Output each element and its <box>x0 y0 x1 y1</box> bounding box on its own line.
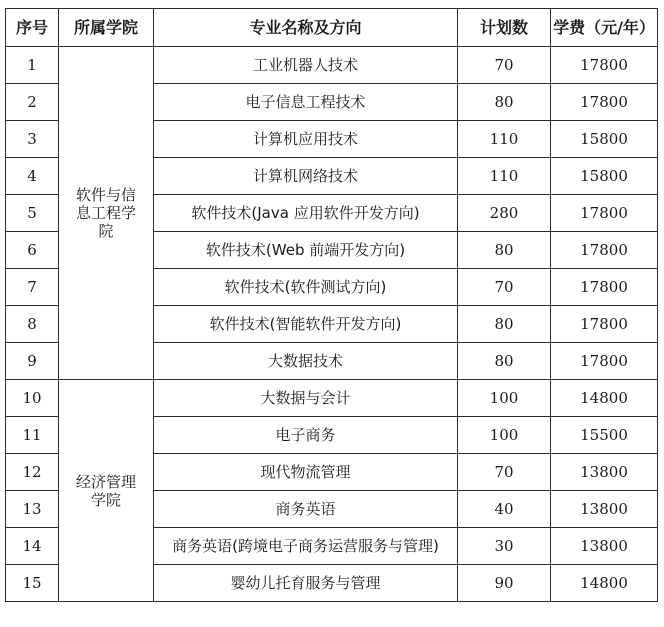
major-name: 计算机网络技术 <box>154 158 458 195</box>
table-row <box>6 47 658 84</box>
tuition-fee: 13800 <box>551 454 658 491</box>
major-name: 软件技术(Web 前端开发方向) <box>154 232 458 269</box>
row-index: 1 <box>6 47 59 84</box>
plan-count: 100 <box>458 417 551 454</box>
header-index: 序号 <box>6 9 59 47</box>
plan-count: 40 <box>458 491 551 528</box>
row-index: 7 <box>6 269 59 306</box>
row-index: 10 <box>6 380 59 417</box>
plan-count: 280 <box>458 195 551 232</box>
row-index: 15 <box>6 565 59 602</box>
major-name: 电子信息工程技术 <box>154 84 458 121</box>
table-header-row <box>6 9 658 47</box>
row-index: 13 <box>6 491 59 528</box>
major-name: 婴幼儿托育服务与管理 <box>154 565 458 602</box>
major-name: 商务英语 <box>154 491 458 528</box>
table-row <box>6 380 658 417</box>
row-index: 11 <box>6 417 59 454</box>
plan-count: 80 <box>458 84 551 121</box>
tuition-fee: 17800 <box>551 269 658 306</box>
row-index: 4 <box>6 158 59 195</box>
major-name: 软件技术(软件测试方向) <box>154 269 458 306</box>
tuition-fee: 17800 <box>551 195 658 232</box>
row-index: 2 <box>6 84 59 121</box>
tuition-fee: 17800 <box>551 47 658 84</box>
row-index: 14 <box>6 528 59 565</box>
header-plan-count: 计划数 <box>458 9 551 47</box>
major-name: 大数据与会计 <box>154 380 458 417</box>
tuition-fee: 15500 <box>551 417 658 454</box>
tuition-fee: 17800 <box>551 84 658 121</box>
cropped-heading-fragment <box>0 0 664 4</box>
header-tuition: 学费（元/年） <box>551 9 658 47</box>
plan-count: 80 <box>458 306 551 343</box>
table-body <box>6 47 658 602</box>
plan-count: 70 <box>458 269 551 306</box>
major-name: 计算机应用技术 <box>154 121 458 158</box>
college-name-line: 经济管理 <box>75 472 136 491</box>
tuition-fee: 17800 <box>551 232 658 269</box>
tuition-fee: 17800 <box>551 306 658 343</box>
plan-count: 100 <box>458 380 551 417</box>
row-index: 12 <box>6 454 59 491</box>
plan-count: 90 <box>458 565 551 602</box>
major-name: 现代物流管理 <box>154 454 458 491</box>
plan-count: 70 <box>458 47 551 84</box>
tuition-fee: 13800 <box>551 528 658 565</box>
plan-count: 80 <box>458 232 551 269</box>
enrollment-plan-table <box>5 8 658 602</box>
college-name-line: 学院 <box>90 490 121 509</box>
college-name-line: 息工程学 <box>75 204 136 222</box>
major-name: 工业机器人技术 <box>154 47 458 84</box>
major-name: 软件技术(Java 应用软件开发方向) <box>154 195 458 232</box>
row-index: 8 <box>6 306 59 343</box>
row-index: 6 <box>6 232 59 269</box>
plan-count: 110 <box>458 158 551 195</box>
plan-count: 80 <box>458 343 551 380</box>
row-index: 3 <box>6 121 59 158</box>
major-name: 大数据技术 <box>154 343 458 380</box>
college-name-line: 软件与信 <box>75 186 136 204</box>
college-name-line: 院 <box>98 222 114 240</box>
major-name: 商务英语(跨境电子商务运营服务与管理) <box>154 528 458 565</box>
college-name <box>59 47 154 380</box>
tuition-fee: 15800 <box>551 158 658 195</box>
row-index: 9 <box>6 343 59 380</box>
tuition-fee: 15800 <box>551 121 658 158</box>
plan-count: 30 <box>458 528 551 565</box>
major-name: 电子商务 <box>154 417 458 454</box>
row-index: 5 <box>6 195 59 232</box>
plan-count: 110 <box>458 121 551 158</box>
tuition-fee: 14800 <box>551 380 658 417</box>
header-college: 所属学院 <box>59 9 154 47</box>
plan-count: 70 <box>458 454 551 491</box>
tuition-fee: 17800 <box>551 343 658 380</box>
tuition-fee: 14800 <box>551 565 658 602</box>
major-name: 软件技术(智能软件开发方向) <box>154 306 458 343</box>
tuition-fee: 13800 <box>551 491 658 528</box>
college-name <box>59 380 154 602</box>
header-major: 专业名称及方向 <box>154 9 458 47</box>
